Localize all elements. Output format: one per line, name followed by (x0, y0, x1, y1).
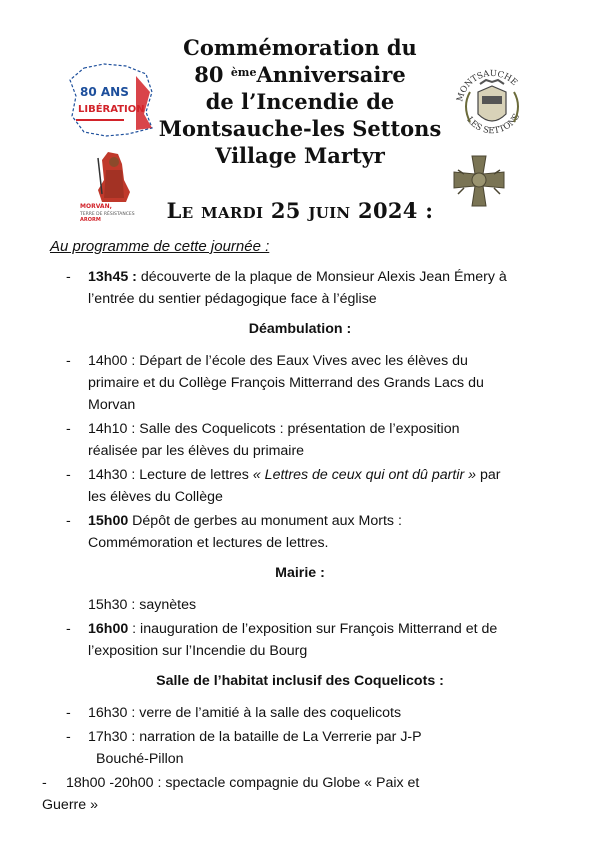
section-heading-deambulation: Déambulation : (248, 321, 352, 337)
title-line-5: Village Martyr (215, 143, 385, 168)
list-item: - 17h30 : narration de la bataille de La Verrerie par J-P Bouché-Pillon (66, 729, 422, 767)
logo-morvan-line1: MORVAN, (80, 203, 112, 210)
list-item: - 16h30 : verre de l’amitié à la salle des coquelicots (66, 705, 402, 721)
list-item: - 15h00 Dépôt de gerbes au monument aux Morts : Commémoration et lectures de lettres. (66, 513, 402, 551)
montsauche-les-settons-seal (452, 62, 532, 148)
list-item: - 18h00 -20h00 : spectacle compagnie du Globe « Paix et Guerre » (42, 775, 420, 813)
morvan-resistances-logo (78, 150, 150, 222)
logo-80-line1: 80 ANS (80, 85, 129, 99)
list-item: - 14h00 : Départ de l’école des Eaux Vives avec les élèves du primaire et du Collège François Mitterrand des Grands Lacs du Morvan (66, 353, 484, 413)
list-item: - 16h00 : inauguration de l’exposition sur François Mitterrand et de l’exposition sur l’Incendie du Bourg (66, 621, 498, 659)
title-line-1: Commémoration du (183, 35, 417, 60)
section-heading-mairie: Mairie : (275, 565, 325, 581)
80-ans-liberation-logo (66, 62, 156, 138)
seal-top-text: MONTSAUCHE (455, 68, 520, 103)
program-intro: Au programme de cette journée : (50, 238, 270, 255)
croix-de-guerre-icon (450, 152, 508, 210)
event-title (150, 34, 450, 169)
list-item: - 14h10 : Salle des Coquelicots : présentation de l’exposition réalisée par les élèves du primaire (66, 421, 460, 459)
list-item: - 14h30 : Lecture de lettres « Lettres de ceux qui ont dû partir » par les élèves du Collège (66, 467, 501, 505)
title-line-2: 80 $^{ème}$Anniversaire (194, 62, 406, 87)
program-list (42, 266, 550, 818)
seal-bottom-text: LES SETTONS (464, 112, 523, 137)
title-line-3: de l’Incendie de (205, 89, 395, 114)
logo-morvan-line2: TERRE DE RÉSISTANCES (80, 212, 135, 217)
logo-morvan-line3: ARORM (80, 217, 101, 222)
list-item: 15h30 : saynètes (88, 597, 197, 613)
title-line-4: Montsauche-les Settons (158, 116, 442, 141)
logo-80-line2: LIBÉRATION (78, 104, 145, 115)
list-item: - 13h45 : découverte de la plaque de Monsieur Alexis Jean Émery à l’entrée du sentier pédagogique face à l’église (66, 269, 507, 307)
section-heading-salle-habitat: Salle de l’habitat inclusif des Coquelicots : (156, 673, 444, 689)
event-date: Le mardi 25 juin 2024 : (166, 198, 434, 223)
